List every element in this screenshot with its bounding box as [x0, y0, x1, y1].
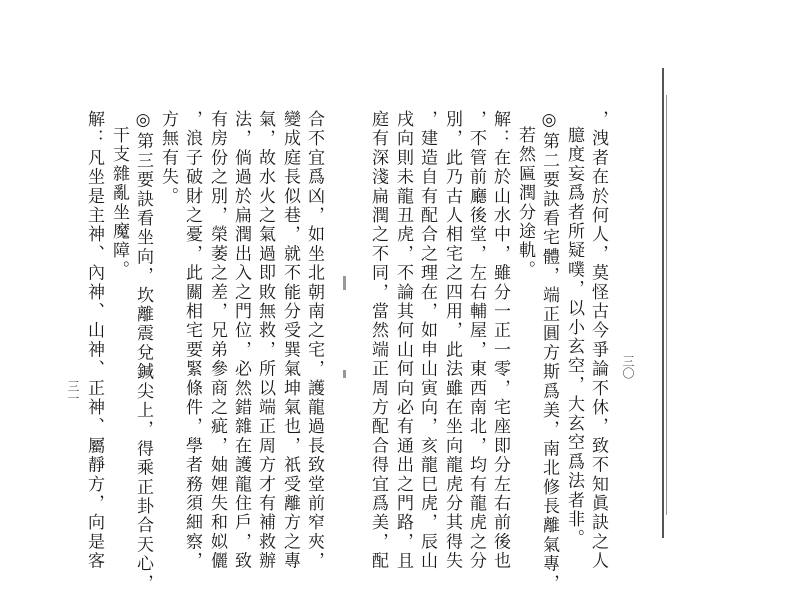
right-page-line: ，洩者在於何人，莫怪古今爭論不休，致不知眞訣之人	[588, 110, 608, 571]
right-page-line: 解：在於山水中，雖分一正一零，宅座即分左右前後也	[490, 110, 510, 571]
gutter-mark	[343, 276, 346, 290]
left-page-line: 氣，故水火之氣過即敗無救，所以端正周方才有補救辦	[255, 110, 275, 571]
right-page-line: 若然匾潤分途軌。	[515, 126, 535, 280]
right-page-line: ，建造自有配合之理在，如申山寅向，亥龍巳虎，辰山	[417, 110, 437, 571]
book-spine-shadow	[666, 95, 667, 515]
left-page-line: ◎第三要訣看坐向，坎離震兌鍼尖上，得乘正卦合天心，	[133, 110, 153, 593]
right-page-line: 庭有深淺扁潤之不同，當然端正周方配合得宜爲美，配	[368, 110, 388, 571]
left-page-line: 變成庭長似巷，就不能分受巽氣坤氣也，祇受離方之專	[280, 110, 300, 571]
left-page-line: 干支雜亂坐魔障。	[109, 126, 129, 280]
gutter-mark	[343, 370, 346, 378]
left-page-line: 合不宜爲凶，如坐北朝南之宅，護龍過長致堂前窄夾，	[304, 110, 324, 571]
left-page-line: 解：凡坐是主神、內神、山神、正神、屬靜方，向是客	[84, 110, 104, 571]
left-page-line: 有房份之別，榮萎之差，兄弟參商之疵，妯娌失和姒儷	[207, 110, 227, 571]
left-page-line: 方無有失。	[158, 110, 178, 206]
book-spine	[662, 68, 664, 538]
left-page-line: 法，倘過於扁潤出入之門位，必然錯雜在護龍住戶，致	[231, 110, 251, 571]
right-page-line: ◎第二要訣看宅體，端正圓方斯爲美，南北修長離氣專，	[539, 110, 559, 593]
left-page-number: 三一	[66, 380, 80, 404]
right-page-line: 戌向則未龍丑虎，不論其何山何向必有通出之門路，且	[393, 110, 413, 571]
left-page-line: ，浪子破財之憂，此關相宅要緊條件，學者務須細察，	[182, 110, 202, 571]
right-page-number: 三〇	[621, 355, 635, 379]
right-page-line: 別，此乃古人相宅之四用，此法雖在坐向龍虎分其得失	[442, 110, 462, 571]
right-page-line: ，不管前廳後堂，左右輔屋，東西南北，均有龍虎之分	[466, 110, 486, 571]
right-page-line: 臆度妄爲者所疑噗，以小玄空，大玄空爲法者非。	[564, 126, 584, 549]
